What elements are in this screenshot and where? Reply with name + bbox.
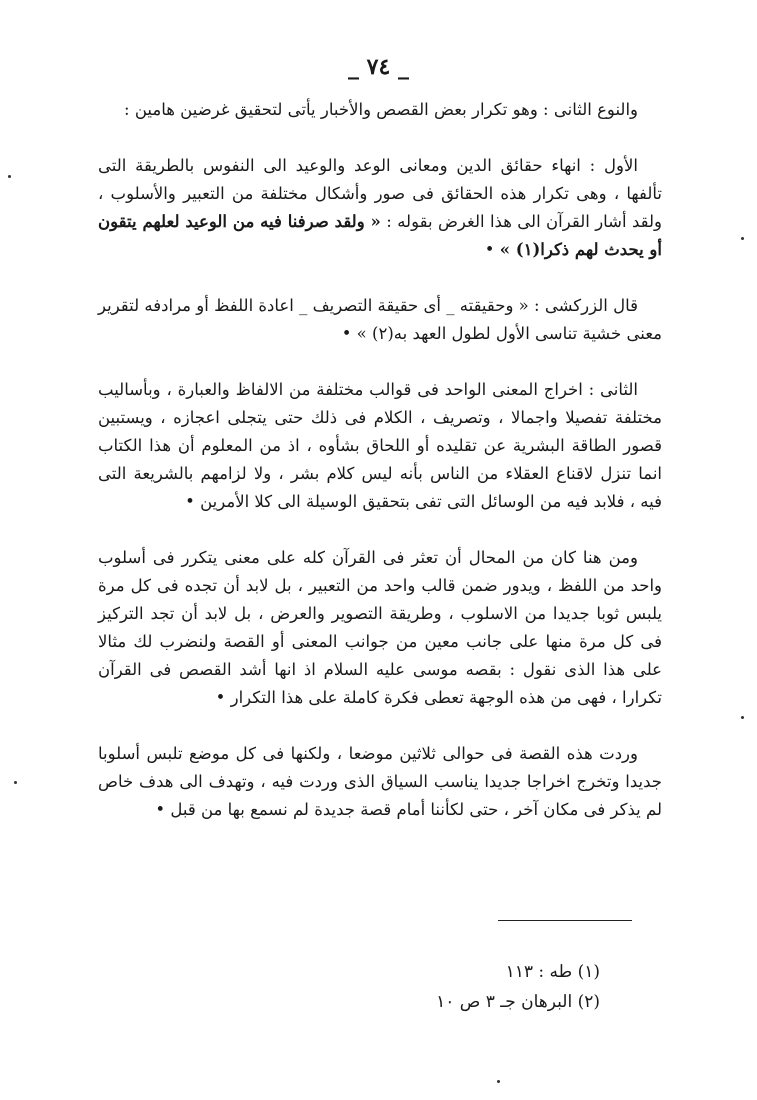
footnote-1: (١) طه : ١١٣: [505, 962, 600, 982]
scan-speck: [8, 175, 11, 178]
quran-quote: « ولقد صرفنا فيه من الوعيد لعلهم يتقون أو يحدث لهم ذكرا(١) »: [98, 212, 662, 259]
paragraph-moses-example: ومن هنا كان من المحال أن تعثر فى القرآن كله على معنى يتكرر فى أسلوب واحد من اللفظ ، ويدور ضمن قالب واحد من التعبير ، بل لابد أن تجده فى كل مرة يلبس ثوبا جديدا من الاسلوب ، وطريقة التصوير والعرض ، بل لابد أن تجد التركيز فى كل مرة منها على جانب معين من جوانب المعنى أو القصة ولنضرب لك مثالا على هذا الذى نقول : بقصه موسى عليه السلام اذ انها أشد القصص فى القرآن تكرارا ، فهى من هذه الوجهة تعطى فكرة كاملة على هذا التكرار •: [98, 548, 662, 707]
footnote-divider: [498, 920, 632, 921]
page-number: _ ٧٤ _: [348, 54, 409, 80]
footnote-2: (٢) البرهان جـ ٣ ص ١٠: [436, 992, 600, 1012]
footnotes: [380, 957, 600, 1017]
scan-speck: [14, 781, 17, 784]
scan-speck: [741, 716, 744, 719]
scan-speck: [741, 237, 744, 240]
first-purpose-text: الأول : انهاء حقائق الدين ومعانى الوعد والوعيد الى النفوس بالطريقة التى تألفها ، وهى تكرار هذه الحقائق فى صور وأشكال مختلفة من التعبير والأسلوب ، ولقد أشار القرآن الى هذا الغرض بقوله :: [98, 156, 662, 231]
paragraph-zarkashi: قال الزركشى : « وحقيقته _ أى حقيقة التصريف _ اعادة اللفظ أو مرادفه لتقرير معنى خشية تناسى الأول لطول العهد به(٢) » •: [98, 296, 662, 343]
first-purpose-end: •: [484, 240, 500, 259]
scan-speck: [497, 1080, 500, 1083]
paragraph-thirty-places: وردت هذه القصة فى حوالى ثلاثين موضعا ، ولكنها فى كل موضع تلبس أسلوبا جديدا وتخرج اخراجا جديدا يناسب السياق الذى وردت فيه ، وتهدف الى هدف خاص لم يذكر فى مكان آخر ، حتى لكأننا أمام قصة جديدة لم نسمع بها من قبل •: [98, 744, 662, 819]
page-body: [98, 96, 662, 824]
paragraph-second-purpose: الثانى : اخراج المعنى الواحد فى قوالب مختلفة من الالفاظ والعبارة ، وبأساليب مختلفة تفصيلا واجمالا ، وتصريف ، الكلام فى ذلك حتى يتجلى اعجازه ، ويستبين قصور الطاقة البشرية عن تقليده أو اللحاق بشأوه ، اذ من المعلوم أن هذا الكتاب انما تنزل لاقناع العقلاء من الناس بأنه ليس كلام بشر ، ولا لزامهم بالشريعة التى فيه ، فلابد فيه من الوسائل التى تفى بتحقيق الوسيلة الى كلا الأمرين •: [98, 380, 662, 511]
paragraph-second-type: والنوع الثانى : وهو تكرار بعض القصص والأخبار يأتى لتحقيق غرضين هامين :: [124, 100, 638, 119]
paragraph-first-purpose: [98, 152, 662, 264]
